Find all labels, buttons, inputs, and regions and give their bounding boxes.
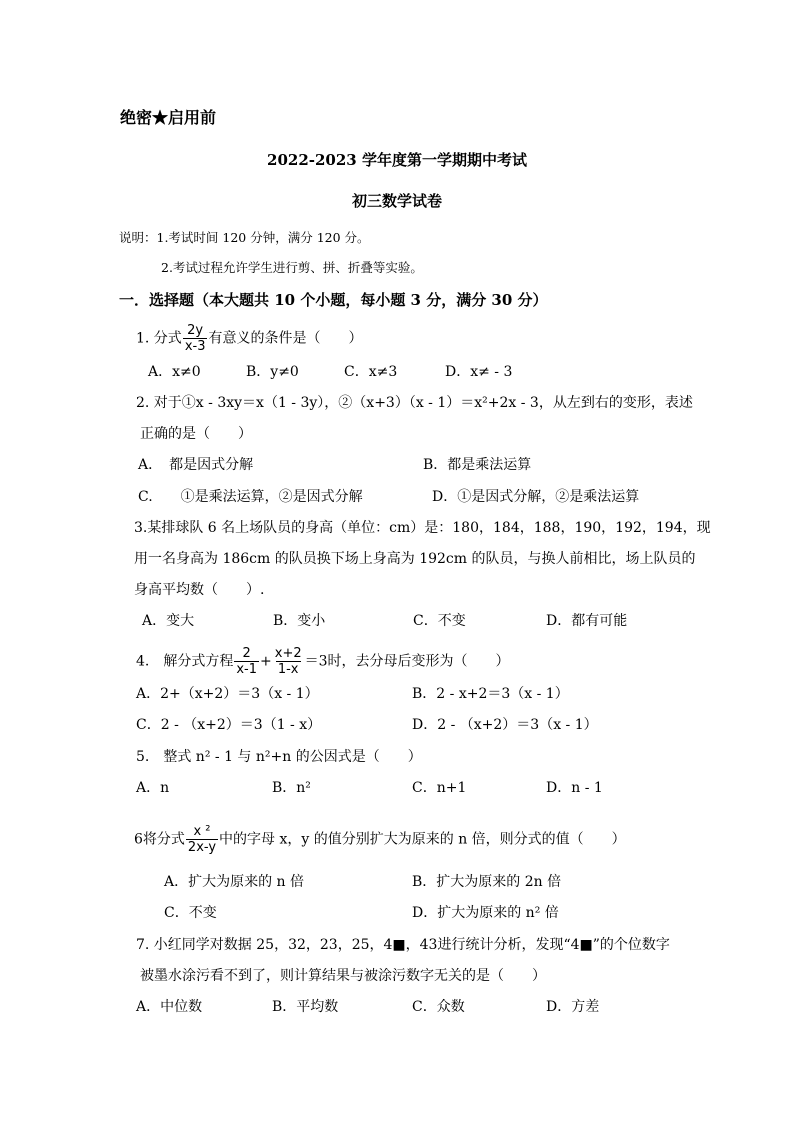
q1-numerator: 2y [187, 323, 204, 338]
question-2-line-1: 2. 对于①x - 3xy＝x（1 - 3y），②（x+3）（x - 1）＝x²+2x - 3，从左到右的变形，表述 [136, 395, 693, 411]
q4-plus: + [260, 653, 272, 670]
q7-option-d: D．方差 [546, 999, 600, 1015]
q6-numerator: x ² [193, 824, 211, 839]
question-1 [136, 323, 362, 354]
exam-title: 2022-2023 学年度第一学期期中考试 [267, 151, 527, 169]
q7-option-a: A．中位数 [136, 999, 203, 1015]
q6-option-a: A．扩大为原来的 n 倍 [164, 874, 305, 890]
note-2: 2.考试过程允许学生进行剪、拼、折叠等实验。 [161, 260, 423, 275]
q5-option-c: C．n+1 [412, 780, 467, 796]
q5-option-b: B．n² [272, 780, 311, 796]
q6-option-b: B．扩大为原来的 2n 倍 [412, 874, 562, 890]
q6-denominator: 2x-y [187, 840, 217, 855]
q3-option-c: C．不变 [413, 613, 466, 629]
q1-denominator: x-3 [184, 339, 206, 354]
q4-option-b: B．2 - x+2＝3（x - 1） [412, 686, 569, 702]
q1-option-c: C．x≠3 [344, 364, 398, 380]
question-2-line-2: 正确的是（ ） [140, 426, 252, 442]
q4-f2-denominator: 1-x [277, 662, 299, 677]
q5-option-d: D．n - 1 [546, 780, 603, 796]
q4-f1-denominator: x-1 [236, 662, 258, 677]
question-7-line-2: 被墨水涂污看不到了，则计算结果与被涂污数字无关的是（ ） [140, 968, 546, 984]
q4-prefix: 4. 解分式方程 [136, 653, 234, 670]
q5-option-a: A．n [136, 780, 170, 796]
q2-option-d: D．①是因式分解，②是乘法运算 [432, 489, 640, 505]
question-4 [136, 646, 510, 677]
question-3-line-2: 用一名身高为 186cm 的队员换下场上身高为 192cm 的队员，与换人前相比，场上队员的 [134, 551, 696, 567]
q1-prefix: 1. 分式 [136, 330, 182, 347]
q4-f2-numerator: x+2 [274, 646, 302, 661]
question-5: 5. 整式 n² - 1 与 n²+n 的公因式是（ ） [136, 749, 422, 765]
q3-option-b: B．变小 [273, 613, 326, 629]
q6-fraction [186, 824, 218, 855]
q7-option-c: C．众数 [412, 999, 465, 1015]
q4-fraction-2 [273, 646, 304, 677]
q1-option-a: A．x≠0 [148, 364, 201, 380]
note-1: 说明：1.考试时间 120 分钟，满分 120 分。 [119, 230, 370, 245]
question-6 [134, 824, 626, 855]
q4-f1-numerator: 2 [242, 646, 251, 661]
exam-subtitle: 初三数学试卷 [351, 192, 442, 210]
q1-fraction [183, 323, 208, 354]
q3-option-a: A．变大 [142, 613, 195, 629]
q2-option-a: A． 都是因式分解 [138, 457, 254, 473]
q7-option-b: B．平均数 [272, 999, 339, 1015]
q4-suffix: ＝3时，去分母后变形为（ ） [304, 653, 510, 670]
question-3-line-3: 身高平均数（ ）. [134, 582, 265, 598]
q4-option-c: C．2 - （x+2）＝3（1 - x） [136, 717, 322, 733]
q6-option-c: C．不变 [164, 905, 217, 921]
q2-option-c: C. ①是乘法运算，②是因式分解 [138, 489, 363, 505]
q6-prefix: 6将分式 [134, 831, 185, 848]
question-3-line-1: 3.某排球队 6 名上场队员的身高（单位：cm）是：180，184，188，190，192，194，现 [134, 520, 711, 536]
q6-suffix: 中的字母 x，y 的值分别扩大为原来的 n 倍，则分式的值（ ） [219, 831, 626, 848]
q4-option-d: D．2 - （x+2）＝3（x - 1） [412, 717, 598, 733]
q1-suffix: 有意义的条件是（ ） [208, 330, 363, 347]
q4-option-a: A．2+（x+2）＝3（x - 1） [136, 686, 319, 702]
section-heading: 一．选择题（本大题共 10 个小题，每小题 3 分，满分 30 分） [119, 291, 548, 309]
q4-fraction-1 [234, 646, 259, 677]
confidential-label: 绝密★启用前 [120, 108, 217, 127]
q6-option-d: D．扩大为原来的 n² 倍 [412, 905, 559, 921]
q2-option-b: B．都是乘法运算 [423, 457, 532, 473]
question-7-line-1: 7. 小红同学对数据 25，32，23，25，4■，43进行统计分析，发现“4■”的个位数字 [136, 937, 670, 953]
q1-option-d: D．x≠ - 3 [445, 364, 513, 380]
q1-option-b: B．y≠0 [246, 364, 299, 380]
q3-option-d: D．都有可能 [546, 613, 628, 629]
